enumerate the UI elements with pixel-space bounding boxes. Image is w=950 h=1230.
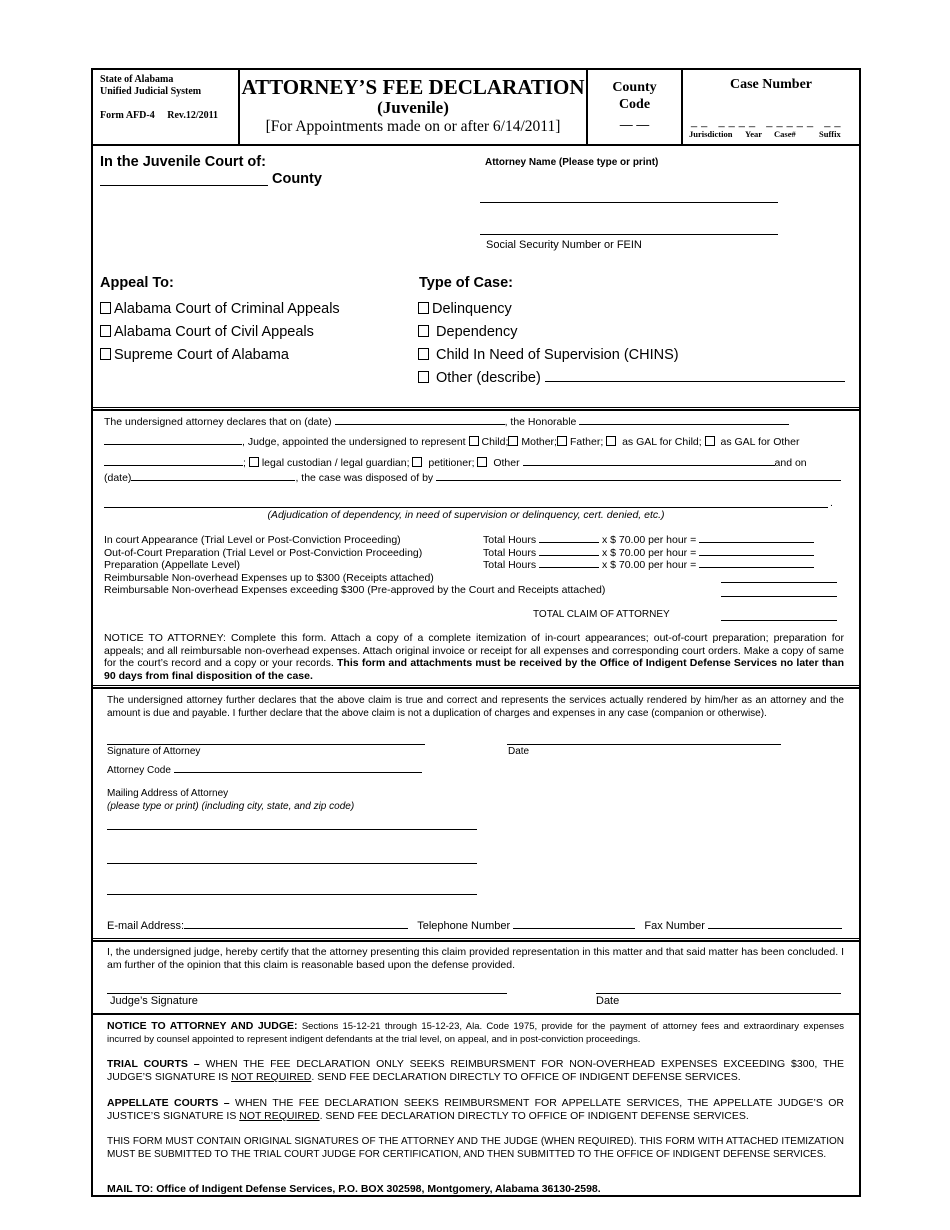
option-label: Dependency: [436, 324, 518, 340]
mailing-address-line-2[interactable]: [107, 863, 477, 864]
attest-date-label: Date: [508, 746, 530, 757]
attorney-code-label: Attorney Code: [107, 765, 171, 776]
mailing-address-labels: [107, 787, 354, 813]
trial-body: WHEN THE FEE DECLARATION ONLY SEEKS REIMBURSMENT FOR NON-OVERHEAD EXPENSES EXCEEDING $300, THE JUDGE’S SIGNATURE IS: [107, 1058, 844, 1083]
gal-child-label: as GAL for Child;: [622, 436, 702, 448]
child-label: Child;: [481, 436, 509, 448]
case-type-dependency[interactable]: [418, 321, 858, 344]
email-field[interactable]: [184, 920, 408, 929]
checkbox[interactable]: [418, 348, 429, 360]
appellate-body: WHEN THE FEE DECLARATION SEEKS REIMBURSMENT FOR APPELLATE SERVICES, THE APPELLATE JUDGE’S OR JUSTICE’S SIGNATURE IS: [107, 1097, 845, 1122]
declaration-text: The undersigned attorney declares that on (date): [104, 416, 332, 428]
divider: [93, 407, 859, 411]
case-number-field[interactable]: _ _ _ _ _ _ _ _ _ _ _ _ _: [691, 116, 842, 128]
phone-field[interactable]: [513, 920, 635, 929]
county-code-field[interactable]: — —: [619, 117, 650, 132]
date-label: (date): [104, 472, 132, 484]
notice-bold: This form and attachments must be received by the Office of Indigent Defense Services no later than 90 days from final disposition of the case.: [104, 657, 844, 682]
checkbox-custodian[interactable]: [249, 457, 259, 467]
case-type-chins[interactable]: [418, 344, 858, 367]
appointments-note: [For Appointments made on or after 6/14/2011]: [265, 118, 561, 135]
fee-row-label: In court Appearance (Trial Level or Post-Conviction Proceeding): [104, 534, 401, 546]
fee-row-label: Preparation (Appellate Level): [104, 559, 240, 571]
checkbox-father[interactable]: [557, 436, 567, 446]
gal-other-field[interactable]: [104, 457, 243, 466]
declaration-line-1: [104, 416, 854, 428]
mailing-hint: (please type or print) (including city, state, and zip code): [107, 801, 355, 812]
disposition-date-field[interactable]: [131, 472, 295, 481]
mail-to: MAIL TO: Office of Indigent Defense Services, P.O. BOX 302598, Montgomery, Alabama 36130-2598.: [107, 1183, 601, 1195]
case-type-title: Type of Case:: [419, 275, 514, 291]
case-type-other[interactable]: [418, 367, 858, 390]
year-label: Year: [745, 129, 762, 139]
appellate-body-2: . SEND FEE DECLARATION DIRECTLY TO OFFICE OF INDIGENT DEFENSE SERVICES.: [319, 1110, 749, 1122]
signature-label: Signature of Attorney: [107, 746, 201, 757]
ssn-label: Social Security Number or FEIN: [486, 239, 642, 251]
checkbox[interactable]: [100, 302, 111, 314]
appeal-option-civil[interactable]: [100, 321, 340, 344]
declaration-line-3: ; legal custodian / legal guardian; petitioner; Other and on: [104, 457, 864, 469]
checkbox-gal-other[interactable]: [705, 436, 715, 446]
hours-field[interactable]: [539, 534, 599, 543]
form-title: ATTORNEY’S FEE DECLARATION: [241, 75, 585, 99]
ssn-field[interactable]: [480, 234, 778, 235]
divider: [93, 1013, 859, 1015]
notice-text: NOTICE TO ATTORNEY: Complete this form. Attach a copy of a complete itemization of in-court appearances; out-of-court preparation; preparation for appeals; and all reimbursable non-overhead expenses. Attach original invoice or receipt for all expenses and corresponding court orders. Make a copy of same for the court’s record and a copy or your records.: [104, 632, 844, 669]
custodian-label: legal custodian / legal guardian;: [261, 457, 410, 469]
attorney-code-field[interactable]: [174, 764, 422, 773]
case-number-label: Case Number: [729, 77, 813, 92]
adjudication-note: (Adjudication of dependency, in need of supervision or delinquency, cert. denied, etc.): [267, 509, 665, 521]
case-hash-label: Case#: [774, 129, 796, 139]
declaration-line-4: [104, 472, 864, 484]
father-label: Father;: [569, 436, 604, 448]
checkbox-gal-child[interactable]: [606, 436, 616, 446]
judge-signature-label: Judge’s Signature: [110, 995, 198, 1007]
form-number: Form AFD-4: [100, 110, 155, 121]
judge-date-field[interactable]: [596, 993, 841, 994]
attorney-code-row: [107, 764, 422, 776]
expense-amount-1[interactable]: [721, 582, 837, 583]
amount-field[interactable]: [699, 559, 814, 568]
other-field[interactable]: [523, 457, 775, 466]
fee-declaration-form: [91, 68, 861, 1197]
total-claim-field[interactable]: [721, 620, 837, 621]
county-code-label-2: Code: [618, 97, 651, 112]
appellate-head: APPELLATE COURTS –: [107, 1097, 230, 1109]
declaration-text: , the case was disposed of by: [295, 472, 434, 484]
original-signatures-notice: THIS FORM MUST CONTAIN ORIGINAL SIGNATURES OF THE ATTORNEY AND THE JUDGE (WHEN REQUIRED). THIS FORM WITH ATTACHED ITEMIZATION MUST BE SUBMITTED TO THE TRIAL COURT JUDGE FOR CERTIFICATION, AND THEN SUBMITTED TO THE OFFICE OF INDIGENT DEFENSE SERVICES.: [107, 1136, 844, 1160]
rate-label: x $ 70.00 per hour =: [601, 559, 697, 571]
fee-row-label: Out-of-Court Preparation (Trial Level or Post-Conviction Proceeding): [104, 546, 423, 559]
declaration-text: , the Honorable: [504, 416, 577, 428]
suffix-label: Suffix: [819, 129, 841, 139]
fee-calculations: [483, 534, 814, 572]
fax-label: Fax Number: [644, 920, 705, 932]
period: .: [830, 497, 833, 509]
appeal-title: Appeal To:: [100, 275, 174, 291]
judge-signature-field[interactable]: [107, 993, 507, 994]
and-on-label: and on: [774, 457, 807, 469]
mother-label: Mother;: [521, 436, 557, 448]
attest-date-field[interactable]: [507, 744, 781, 745]
notice-body: Sections 15-12-21 through 15-12-23, Ala. Code 1975, provide for the payment of attorney fees and extraordinary expenses incurred by counsel appointed to represent indigent defendants at the trial level, on appeal, and in post-conviction proceedings.: [107, 1021, 845, 1045]
checkbox[interactable]: [418, 371, 429, 383]
checkbox-other[interactable]: [477, 457, 487, 467]
judge-name-field-2[interactable]: [104, 436, 242, 445]
jurisdiction-label: Jurisdiction: [689, 129, 733, 139]
trial-courts-notice: [107, 1058, 844, 1084]
petitioner-label: petitioner;: [428, 457, 475, 469]
case-type-options: [418, 298, 858, 390]
header: [93, 70, 859, 146]
disposition-field-2[interactable]: [104, 507, 828, 508]
trial-head: TRIAL COURTS –: [107, 1058, 200, 1070]
amount-field[interactable]: [699, 534, 814, 543]
appeal-option-supreme[interactable]: [100, 344, 340, 367]
appointment-date-field[interactable]: [335, 416, 505, 425]
total-hours-label: Total Hours: [483, 546, 537, 559]
checkbox[interactable]: [418, 302, 429, 314]
divider: [93, 938, 859, 942]
option-label: Delinquency: [432, 301, 512, 317]
email-label: E-mail Address:: [107, 920, 185, 932]
checkbox[interactable]: [418, 325, 429, 337]
fax-field[interactable]: [708, 920, 842, 929]
option-label: Supreme Court of Alabama: [114, 347, 289, 363]
county-suffix: County: [272, 171, 322, 187]
court-label: In the Juvenile Court of:: [100, 154, 266, 170]
attorney-name-label: Attorney Name (Please type or print): [485, 157, 659, 168]
system-label: Unified Judicial System: [100, 86, 202, 97]
declaration-text: , Judge, appointed the undersigned to represent: [242, 436, 466, 448]
state-label: State of Alabama: [100, 74, 174, 85]
hours-field[interactable]: [539, 547, 599, 556]
contact-row: [107, 920, 842, 932]
county-field[interactable]: [100, 185, 268, 186]
expense-label-1: Reimbursable Non-overhead Expenses up to $300 (Receipts attached): [104, 571, 434, 584]
total-claim-label: TOTAL CLAIM OF ATTORNEY: [533, 609, 670, 620]
attest-text: The undersigned attorney further declares that the above claim is true and correct and represents the services actually rendered by him/her as an attorney and the amount is due and payable. I further declare that the above claim is not a duplication of charges and expenses in any case (companion or otherwise).: [107, 695, 844, 719]
total-hours-label: Total Hours: [483, 559, 537, 571]
checkbox[interactable]: [100, 325, 111, 337]
gal-other-label: as GAL for Other: [720, 436, 800, 448]
phone-label: Telephone Number: [417, 920, 511, 932]
appeal-option-criminal[interactable]: [100, 298, 340, 321]
not-required: NOT REQUIRED: [231, 1071, 312, 1083]
case-type-delinquency[interactable]: [418, 298, 858, 321]
amount-field[interactable]: [699, 547, 814, 556]
trial-body-2: . SEND FEE DECLARATION DIRECTLY TO OFFICE OF INDIGENT DEFENSE SERVICES.: [311, 1071, 741, 1083]
judge-date-label: Date: [596, 995, 620, 1007]
not-required: NOT REQUIRED: [239, 1110, 320, 1122]
notice-attorney-judge: [107, 1020, 844, 1046]
checkbox-petitioner[interactable]: [412, 457, 422, 467]
mailing-label: Mailing Address of Attorney: [107, 788, 229, 799]
county-code-label: County: [612, 80, 657, 95]
revision: Rev.12/2011: [167, 110, 219, 121]
attorney-signature-field[interactable]: [107, 744, 425, 745]
checkbox-child[interactable]: [469, 436, 479, 446]
mailing-address-line-3[interactable]: [107, 894, 477, 895]
expense-label-2: Reimbursable Non-overhead Expenses exceeding $300 (Pre-approved by the Court and Receipts attached): [104, 584, 606, 596]
form-subtitle: (Juvenile): [377, 98, 449, 117]
notice-to-attorney: [104, 632, 844, 682]
checkbox[interactable]: [100, 348, 111, 360]
option-label: Child In Need of Supervision (CHINS): [436, 347, 679, 363]
rate-label: x $ 70.00 per hour =: [601, 546, 697, 559]
attorney-name-field[interactable]: [480, 202, 778, 203]
appellate-courts-notice: [107, 1097, 844, 1123]
notice-head: NOTICE TO ATTORNEY AND JUDGE:: [107, 1020, 298, 1032]
hours-field[interactable]: [539, 559, 599, 568]
divider: [93, 685, 859, 689]
mailing-address-line-1[interactable]: [107, 829, 477, 830]
option-label: Other (describe): [436, 370, 541, 386]
total-hours-label: Total Hours: [483, 534, 537, 546]
judge-name-field[interactable]: [579, 416, 789, 425]
expense-amount-2[interactable]: [721, 596, 837, 597]
other-describe-field[interactable]: [545, 373, 845, 382]
appeal-options: [100, 298, 340, 367]
option-label: Alabama Court of Criminal Appeals: [114, 301, 340, 317]
other-label: Other: [493, 457, 520, 469]
judge-certification-text: I, the undersigned judge, hereby certify that the attorney presenting this claim provided representation in this matter and that said matter has been concluded. I am further of the opinion that this claim is reasonable based upon the defense provided.: [107, 946, 844, 971]
disposition-field[interactable]: [436, 472, 841, 481]
option-label: Alabama Court of Civil Appeals: [114, 324, 314, 340]
rate-label: x $ 70.00 per hour =: [601, 534, 697, 546]
checkbox-mother[interactable]: [508, 436, 518, 446]
declaration-line-2: [104, 436, 864, 448]
